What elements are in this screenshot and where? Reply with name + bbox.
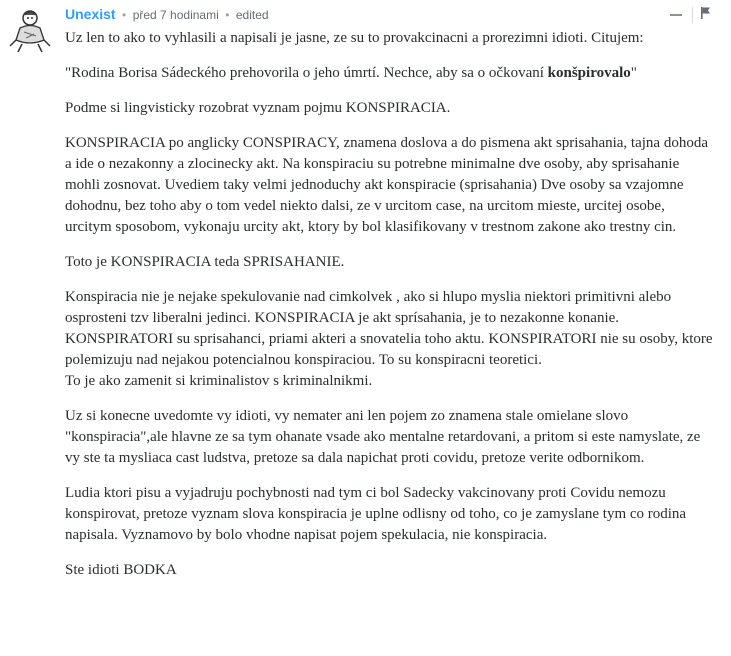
quote-end: " [630, 65, 637, 81]
paragraph-group [65, 287, 713, 392]
paragraph: Ludia ktori pisu a vyjadruju pochybnosti nad tym ci bol Sadecky vakcinovany proti Covidu nemozu konspirovat, pretoze vyznam slova konspiracia je uplne odlisny od toho, co je zamyslane tym co rodina napisala. Vyznamovo by bolo vhodne napisat pojem spekulacia, nie konspiracia. [65, 485, 687, 543]
separator: • [122, 8, 127, 22]
paragraph: Toto je KONSPIRACIA teda SPRISAHANIE. [65, 254, 345, 270]
comment-header [65, 6, 721, 26]
paragraph: Uz len to ako to vyhlasili a napisali je jasne, ze su to provakcinacni a prorezimni idioti. Citujem: [65, 30, 644, 46]
paragraph: Uz si konecne uvedomte vy idioti, vy nemater ani len pojem zo znamena stale omielane slovo "konspiracia",ale hlavne ze sa tym ohanate vsade ako mentalne retardovani, a pritom si este namyslate, ze vy ste ta mysliaca cast ludstva, pretoze sa dala napichat proti covidu, pretoze verite odbornikom. [65, 408, 701, 466]
paragraph-line: To je ako zamenit si kriminalistov s kriminalnikmi. [65, 373, 373, 389]
sketch-figure-avatar-icon [6, 6, 54, 54]
flag-icon[interactable] [701, 6, 711, 24]
paragraph: Ste idioti BODKA [65, 562, 177, 578]
edited-label: edited [235, 8, 269, 22]
avatar[interactable] [6, 6, 54, 54]
paragraph: Podme si lingvisticky rozobrat vyznam pojmu KONSPIRACIA. [65, 100, 451, 116]
divider [692, 7, 693, 23]
comment-body [65, 28, 713, 595]
quote-text: "Rodina Borisa Sádeckého prehovorila o jeho úmrtí. Nechce, aby sa o očkovaní [65, 65, 548, 81]
author-name[interactable]: Unexist [65, 6, 116, 22]
timestamp[interactable]: před 7 hodinami [132, 8, 219, 22]
quote-bold-word: konšpirovalo [547, 65, 631, 81]
paragraph: Konspiracia nie je nejake spekulovanie nad cimkolvek , ako si hlupo myslia niektori primitivni alebo osprosteni tzv liberalni jedinci. KONSPIRACIA je akt sprísahania, je to nezakonne konanie. KONSPIRATORI su sprisahanci, priami akteri a snovatelia toho aktu. KONSPIRATORI nie su osoby, ktore polemizuju nad nejakou potencialnou konspiraciou. To su konspiracni teoretici. [65, 289, 713, 368]
comment-actions [670, 6, 711, 24]
separator: • [225, 8, 230, 22]
minus-icon[interactable] [670, 14, 682, 16]
paragraph: KONSPIRACIA po anglicky CONSPIRACY, znamena doslova a do pismena akt sprisahania, tajna dohoda a ide o nezakonny a zlocinecky akt. Na konspiraciu su potrebne minimalne dve osoby, aby sprisahanie mohli zosnovat. Uvediem taky velmi jednoduchy akt konspiracie (sprisahania) Dve osoby sa vzajomne dohodnu, bez toho aby o tom vedel niekto dalsi, ze v urcitom case, na urcitom mieste, urcitej osobe, urcitym sposobom, vykonaju urcity akt, ktory by bol klasifikovany v trestnom zakone ako trestny cin. [65, 135, 708, 235]
quote-paragraph [65, 63, 713, 84]
